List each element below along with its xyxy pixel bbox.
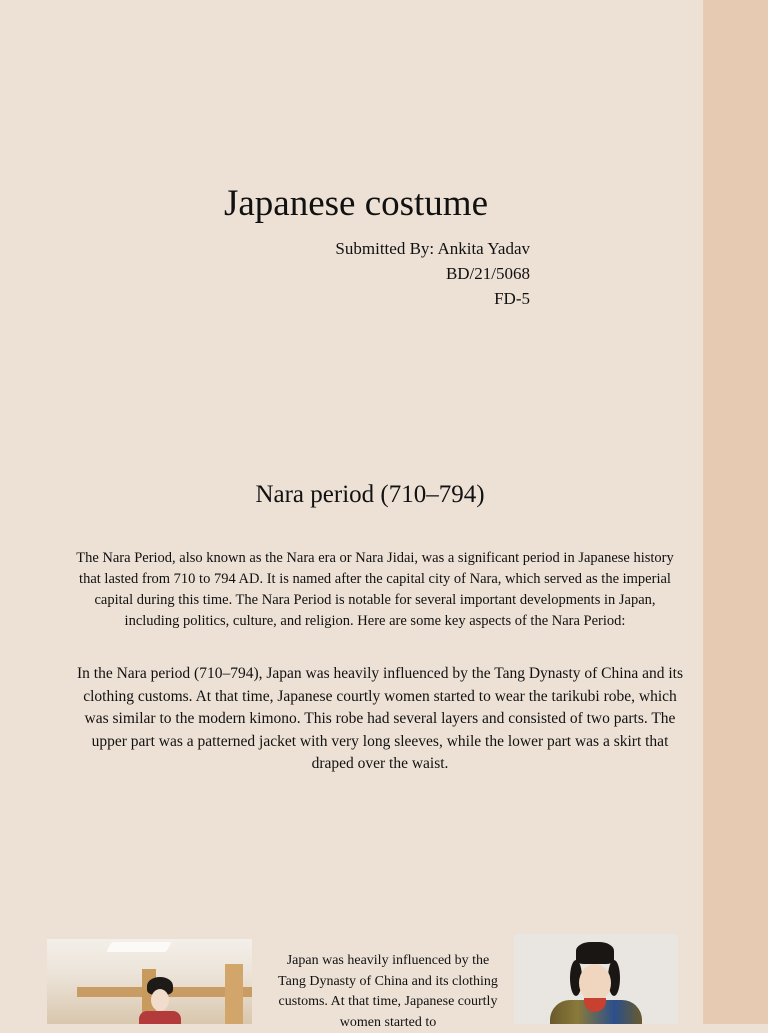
figure-face	[151, 989, 169, 1011]
costumed-woman-photo	[514, 934, 678, 1024]
submitted-by: Submitted By: Ankita Yadav	[335, 239, 530, 258]
submission-info	[240, 236, 530, 311]
detail-paragraph: In the Nara period (710–794), Japan was heavily influenced by the Tang Dynasty of China and its clothing customs. At that time, Japanese courtly women started to wear the tarikubi robe, which was similar to the modern kimono. This robe had several layers and consisted of two parts. The upper part was a patterned jacket with very long sleeves, while the lower part was a skirt that draped over the waist.	[77, 665, 683, 772]
section-heading: Nara period (710–794)	[255, 481, 485, 508]
wooden-pillar	[225, 964, 243, 1024]
image-caption: Japan was heavily influenced by the Tang Dynasty of China and its clothing customs. At that time, Japanese courtly women started to	[278, 953, 498, 1030]
hair-ornament	[576, 942, 614, 964]
document-title: Japanese costume	[223, 183, 489, 224]
section-code: FD-5	[494, 289, 530, 308]
figure-robe	[139, 1011, 181, 1024]
museum-figure-photo	[47, 939, 252, 1024]
ceiling-light	[106, 942, 172, 952]
woman-face	[579, 964, 611, 1002]
roll-number: BD/21/5068	[445, 264, 530, 283]
intro-paragraph: The Nara Period, also known as the Nara era or Nara Jidai, was a significant period in Japanese history that lasted from 710 to 794 AD. It is named after the capital city of Nara, which served as the imperial capital during this time. The Nara Period is notable for several important developments in Japan, including politics, culture, and religion. Here are some key aspects of the Nara Period:	[76, 550, 674, 629]
decorative-side-band	[703, 0, 768, 1024]
